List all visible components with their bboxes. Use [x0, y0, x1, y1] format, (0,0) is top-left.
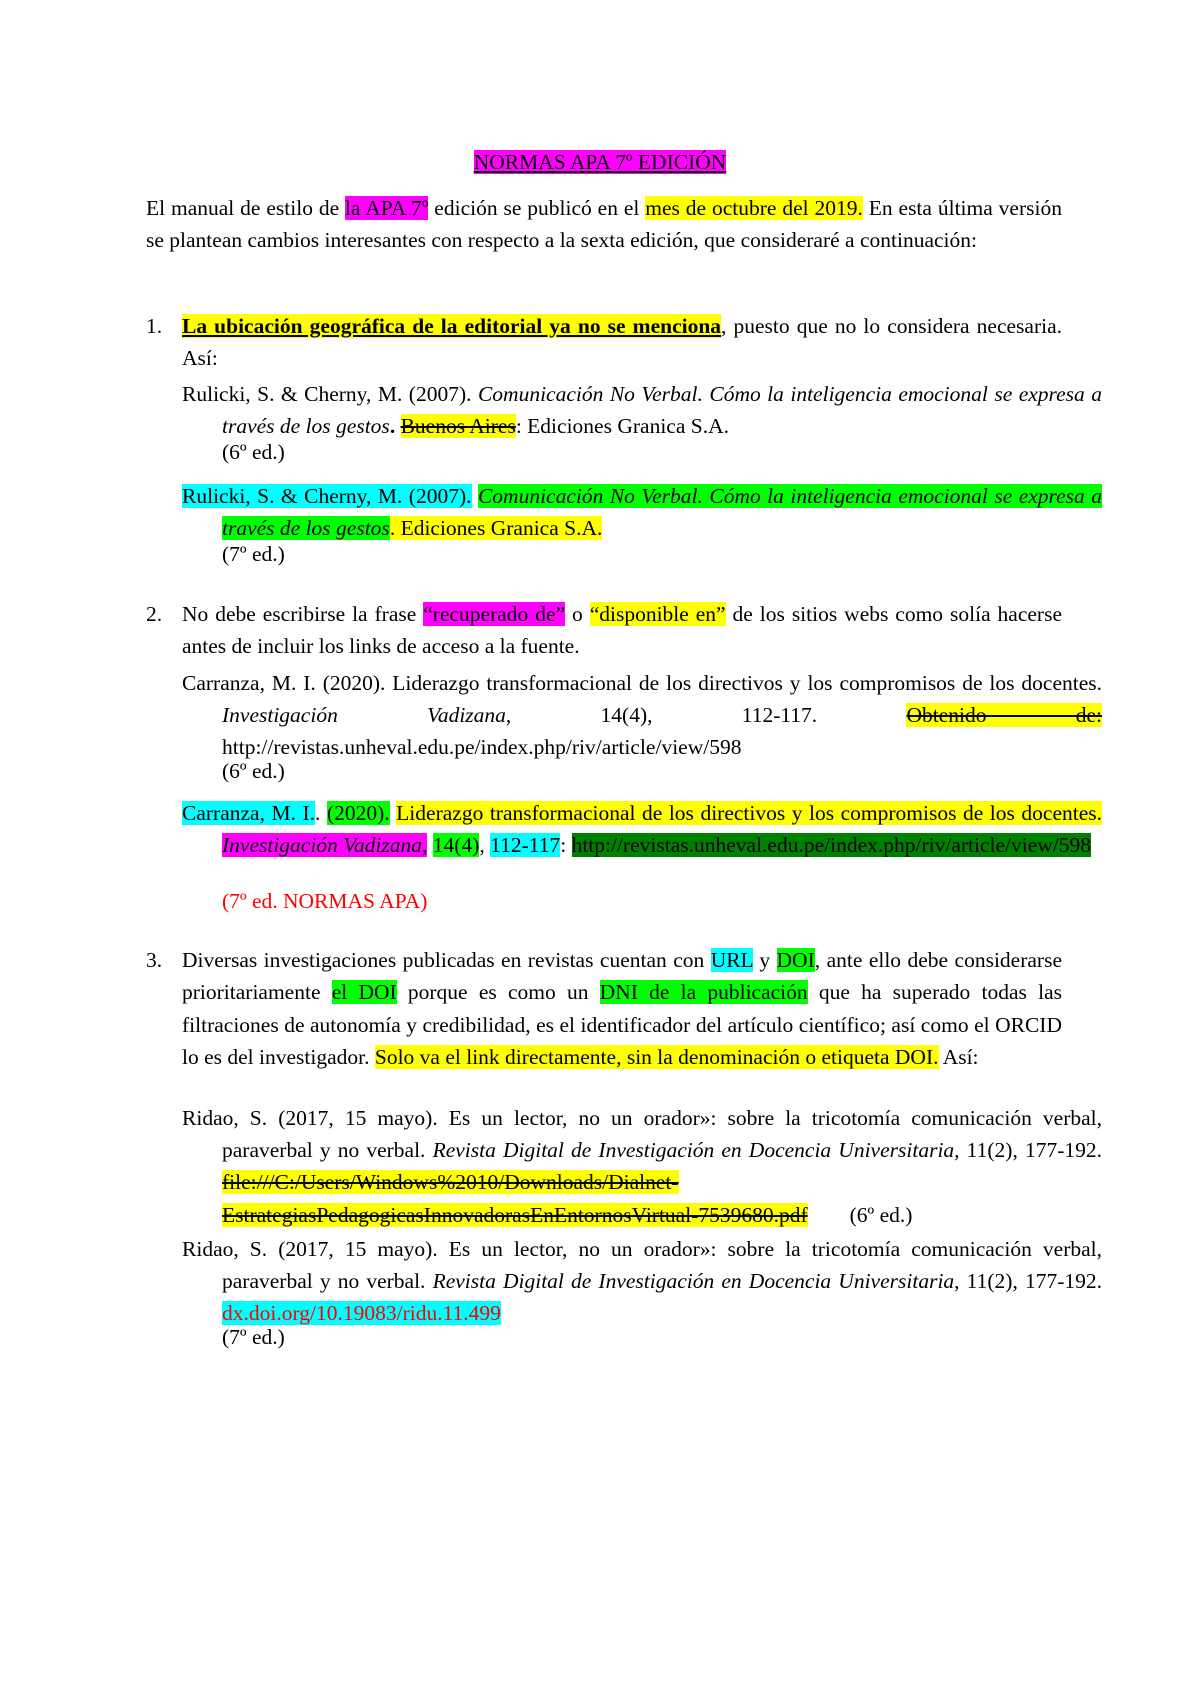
edition-label: (6º ed.) [849, 1202, 913, 1227]
item-number: 2. [146, 602, 163, 626]
reference-6th-ed: Carranza, M. I. (2020). Liderazgo transformacional de los directivos y los compromisos de los docentes. Investigación Vadizana, 14(4), 112-117. Obtenido de: http://revistas.unheval.edu.pe/index.php/riv/article/view/598 [182, 671, 1102, 760]
intro-paragraph: El manual de estilo de la APA 7º edición se publicó en el mes de octubre del 2019. En esta última versión se plantean cambios interesantes con respecto a la sexta edición, que consideraré a continuación: [146, 196, 1062, 253]
list-item-2: 2. No debe escribirse la frase “recuperado de” o “disponible en” de los sitios webs como solía hacerse antes de incluir los links de acceso a la fuente. [146, 598, 1062, 663]
item-number: 1. [146, 314, 163, 338]
strike-file-path: file:///C:/Users/Windows%2010/Downloads/Dialnet-EstrategiasPedagogicasInnovadorasEnEntornosVirtual-7539680.pdf [222, 1170, 808, 1227]
edition-label: (7º ed. NORMAS APA) [222, 889, 428, 913]
doi-link[interactable]: dx.doi.org/10.19083/ridu.11.499 [222, 1301, 501, 1326]
reference-6th-ed: Rulicki, S. & Cherny, M. (2007). Comunicación No Verbal. Cómo la inteligencia emocional se expresa a través de los gestos. Buenos Aires: Ediciones Granica S.A. [182, 382, 1102, 439]
highlight-date: mes de octubre del 2019. [645, 196, 863, 220]
reference-6th-ed: Ridao, S. (2017, 15 mayo). Es un lector, no un orador»: sobre la tricotomía comunicación verbal, paraverbal y no verbal. Revista Digital de Investigación en Docencia Universitaria, 11(2), 177-192. file:///C:/Users/Windows%2010/Downloads/Dialnet-EstrategiasPedagogicasInnovadorasEnEntornosVirtual-7539680.pdf (6º ed.) [182, 1106, 1102, 1227]
list-item-1: 1. La ubicación geográfica de la editorial ya no se menciona, puesto que no lo considera necesaria. Así: [146, 310, 1062, 375]
strike-obtained: Obtenido de: [906, 703, 1102, 728]
reference-7th-ed: Ridao, S. (2017, 15 mayo). Es un lector, no un orador»: sobre la tricotomía comunicación verbal, paraverbal y no verbal. Revista Digital de Investigación en Docencia Universitaria, 11(2), 177-192. dx.doi.org/10.19083/ridu.11.499 [182, 1237, 1102, 1326]
edition-label: (7º ed.) [222, 1325, 285, 1349]
edition-label: (6º ed.) [222, 440, 285, 464]
list-item-3: 3. Diversas investigaciones publicadas en revistas cuentan con URL y DOI, ante ello debe considerarse prioritariamente el DOI porque es como un DNI de la publicación que ha superado todas las filtraciones de autonomía y credibilidad, es el identificador del artículo científico; así como el ORCID lo es del investigador. Solo va el link directamente, sin la denominación o etiqueta DOI. Así: [146, 944, 1062, 1074]
reference-7th-ed: Carranza, M. I.. (2020). Liderazgo transformacional de los directivos y los compromisos de los docentes. Investigación Vadizana, 14(4), 112-117: http://revistas.unheval.edu.pe/index.php/riv/article/view/598 [182, 801, 1103, 858]
reference-url[interactable]: http://revistas.unheval.edu.pe/index.php/riv/article/view/598 [222, 735, 742, 760]
highlight-apa: la APA 7º [345, 196, 429, 220]
item-number: 3. [146, 948, 163, 972]
reference-7th-ed: Rulicki, S. & Cherny, M. (2007). Comunicación No Verbal. Cómo la inteligencia emocional se expresa a través de los gestos. Ediciones Granica S.A. [182, 484, 1102, 541]
reference-url[interactable]: http://revistas.unheval.edu.pe/index.php/riv/article/view/598 [571, 833, 1092, 858]
strike-place: Buenos Aires [400, 414, 516, 439]
item-1-lead: La ubicación geográfica de la editorial ya no se menciona [182, 314, 722, 338]
edition-label: (7º ed.) [222, 542, 285, 566]
page-title: NORMAS APA 7º EDICIÓN [473, 150, 727, 174]
edition-label: (6º ed.) [222, 759, 285, 783]
